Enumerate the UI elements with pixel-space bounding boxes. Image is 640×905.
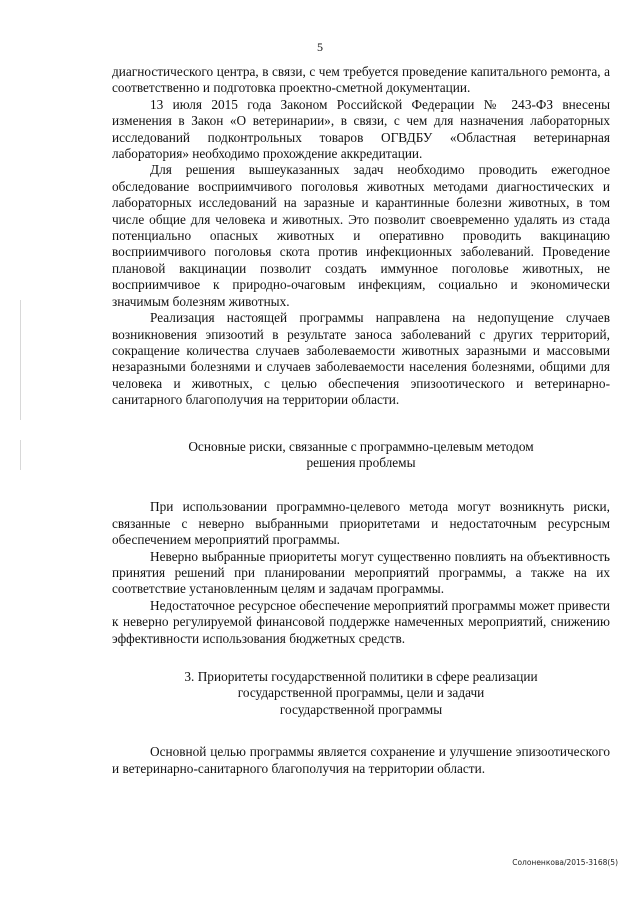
scan-margin-line xyxy=(20,300,21,420)
page-number: 5 xyxy=(317,40,323,54)
scan-margin-line xyxy=(20,440,21,470)
paragraph: Основной целью программы является сохранение и улучшение эпизоотического и ветеринарно-санитарного благополучия на территории области. xyxy=(112,744,610,776)
section-heading-risks xyxy=(112,439,610,472)
paragraph: диагностического центра, в связи, с чем требуется проведение капитального ремонта, а соответственно и подготовка проектно-сметной документации. xyxy=(112,64,610,96)
document-reference: Солоненкова/2015-3168(5) xyxy=(512,858,618,867)
paragraph: При использовании программно-целевого метода могут возникнуть риски, связанные с неверно выбранными приоритетами и недостаточным ресурсным обеспечением мероприятий программы. xyxy=(112,499,610,548)
paragraph: Для решения вышеуказанных задач необходимо проводить ежегодное обследование восприимчивого поголовья животных методами диагностических и лабораторных исследований на заразные и карантинные болезни животных, в том числе общие для человека и животных. Это позволит своевременно удалять из стада потенциально опасных животных и оперативно проводить вакцинацию восприимчивого поголовья скота против инфекционных заболеваний. Проведение плановой вакцинации позволит создать иммунное поголовье животных, не восприимчивое к природно-очаговым инфекциям, социально и экономически значимым болезням животных. xyxy=(112,162,610,309)
heading-line: 3. Приоритеты государственной политики в сфере реализации xyxy=(184,669,538,684)
paragraph: Реализация настоящей программы направлена на недопущение случаев возникновения эпизоотий в результате заноса заболеваний с других территорий, сокращение количества случаев заболеваемости животных заразными и массовыми незаразными болезнями и случаев заболеваемости населения болезнями, общими для человека и животных, с целью обеспечения эпизоотического и ветеринарно-санитарного благополучия на территории области. xyxy=(112,310,610,408)
paragraph: Недостаточное ресурсное обеспечение мероприятий программы может привести к неверно регулируемой финансовой поддержке намеченных мероприятий, снижению эффективности использования бюджетных средств. xyxy=(112,597,610,646)
paragraph: Неверно выбранные приоритеты могут существенно повлиять на объективность принятия решений при планировании мероприятий программы, а также на их соответствие установленным целям и задачам программы. xyxy=(112,548,610,597)
document-body xyxy=(112,64,610,777)
section-heading-priorities xyxy=(112,669,610,718)
paragraph: 13 июля 2015 года Законом Российской Федерации № 243-ФЗ внесены изменения в Закон «О ветеринарии», в связи, с чем для назначения лабораторных исследований подконтрольных товаров ОГВДБУ «Областная ветеринарная лаборатория» необходимо прохождение аккредитации. xyxy=(112,96,610,162)
heading-line: государственной программы, цели и задачи xyxy=(237,685,485,701)
heading-line: Основные риски, связанные с программно-целевым методом xyxy=(188,438,534,454)
heading-line: государственной программы xyxy=(279,701,443,717)
heading-line: решения проблемы xyxy=(306,454,416,470)
